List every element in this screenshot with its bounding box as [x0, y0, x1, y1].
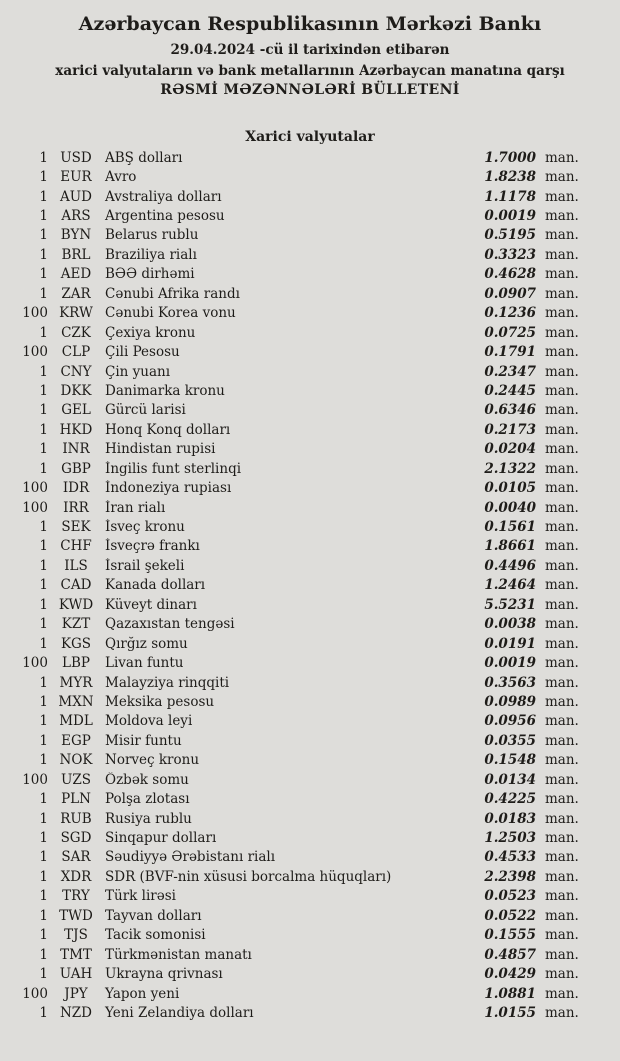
row-name: Çin yuanı: [105, 363, 171, 380]
row-name: ABŞ dolları: [105, 149, 183, 166]
row-unit: man.: [545, 402, 579, 419]
row-unit: man.: [545, 830, 579, 847]
row-code: TWD: [59, 907, 93, 924]
rate-row: [0, 867, 620, 886]
row-rate: 0.4496: [484, 557, 536, 574]
row-qty: 1: [39, 285, 48, 302]
row-name: Avstraliya dolları: [105, 188, 222, 205]
row-qty: 1: [39, 888, 48, 905]
row-rate: 2.2398: [484, 868, 536, 885]
row-name: Türkmənistan manatı: [105, 946, 252, 963]
row-rate: 0.0204: [484, 441, 536, 458]
row-qty: 1: [39, 149, 48, 166]
row-rate: 1.7000: [484, 149, 536, 166]
bank-name: Azərbaycan Respublikasının Mərkəzi Bankı: [78, 13, 542, 35]
row-code: EUR: [60, 169, 92, 186]
row-name: Səudiyyə Ərəbistanı rialı: [105, 849, 276, 866]
row-name: Malayziya rinqqiti: [105, 674, 230, 691]
row-code: CNY: [60, 363, 92, 380]
row-rate: 1.1178: [484, 188, 536, 205]
row-rate: 0.0355: [484, 732, 536, 749]
row-unit: man.: [545, 946, 579, 963]
rate-row: [0, 517, 620, 536]
row-rate: 1.2464: [484, 577, 536, 594]
row-unit: man.: [545, 169, 579, 186]
row-name: İngilis funt sterlinqi: [105, 460, 242, 477]
row-rate: 1.0155: [484, 1004, 536, 1021]
row-name: İran rialı: [105, 499, 166, 516]
row-rate: 0.1548: [484, 752, 536, 769]
row-code: INR: [62, 441, 90, 458]
row-code: KRW: [59, 305, 93, 322]
rate-row: [0, 692, 620, 711]
rate-row: [0, 381, 620, 400]
row-rate: 1.8238: [484, 169, 536, 186]
rate-row: [0, 964, 620, 983]
row-rate: 0.1791: [484, 344, 536, 361]
header: [0, 13, 620, 99]
row-qty: 100: [22, 480, 48, 497]
row-rate: 5.5231: [484, 596, 536, 613]
row-name: İsveçrə frankı: [105, 538, 200, 555]
row-qty: 100: [22, 305, 48, 322]
row-rate: 0.0040: [484, 499, 536, 516]
rate-row: [0, 323, 620, 342]
row-code: AED: [60, 266, 92, 283]
row-rate: 0.2347: [484, 363, 536, 380]
row-unit: man.: [545, 382, 579, 399]
row-rate: 1.2503: [484, 830, 536, 847]
row-unit: man.: [545, 324, 579, 341]
row-unit: man.: [545, 732, 579, 749]
row-rate: 0.0183: [484, 810, 536, 827]
row-rate: 0.0191: [484, 635, 536, 652]
row-unit: man.: [545, 421, 579, 438]
rate-row: [0, 576, 620, 595]
row-qty: 1: [39, 713, 48, 730]
row-unit: man.: [545, 519, 579, 536]
row-code: DKK: [60, 382, 92, 399]
row-name: Cənubi Korea vonu: [105, 305, 236, 322]
rate-row: [0, 984, 620, 1003]
row-unit: man.: [545, 596, 579, 613]
row-unit: man.: [545, 868, 579, 885]
rate-row: [0, 304, 620, 323]
row-qty: 1: [39, 208, 48, 225]
row-qty: 100: [22, 344, 48, 361]
row-rate: 0.0429: [484, 966, 536, 983]
row-qty: 1: [39, 538, 48, 555]
row-code: EGP: [61, 732, 91, 749]
row-code: KGS: [60, 635, 92, 652]
rate-row: [0, 731, 620, 750]
row-unit: man.: [545, 985, 579, 1002]
row-qty: 1: [39, 557, 48, 574]
row-code: MXN: [58, 693, 94, 710]
row-rate: 1.0881: [484, 985, 536, 1002]
row-code: KWD: [58, 596, 94, 613]
row-name: Qırğız somu: [105, 635, 188, 652]
row-qty: 1: [39, 635, 48, 652]
row-qty: 1: [39, 907, 48, 924]
rate-row: [0, 848, 620, 867]
row-unit: man.: [545, 616, 579, 633]
row-code: CHF: [60, 538, 92, 555]
rate-row: [0, 459, 620, 478]
row-name: Çexiya kronu: [105, 324, 196, 341]
row-rate: 0.4628: [484, 266, 536, 283]
row-qty: 1: [39, 849, 48, 866]
row-unit: man.: [545, 771, 579, 788]
row-unit: man.: [545, 907, 579, 924]
rate-row: [0, 809, 620, 828]
rate-row: [0, 828, 620, 847]
row-unit: man.: [545, 305, 579, 322]
row-code: CZK: [61, 324, 91, 341]
row-rate: 0.1236: [484, 305, 536, 322]
row-rate: 2.1322: [484, 460, 536, 477]
row-code: ZAR: [61, 285, 91, 302]
row-unit: man.: [545, 966, 579, 983]
row-rate: 0.0019: [484, 208, 536, 225]
row-qty: 1: [39, 382, 48, 399]
row-name: Özbək somu: [105, 771, 189, 788]
rate-row: [0, 887, 620, 906]
row-qty: 1: [39, 830, 48, 847]
row-unit: man.: [545, 227, 579, 244]
row-code: MYR: [59, 674, 93, 691]
row-qty: 1: [39, 421, 48, 438]
row-qty: 1: [39, 616, 48, 633]
row-code: TJS: [64, 927, 88, 944]
row-rate: 0.3563: [484, 674, 536, 691]
row-name: Yapon yeni: [105, 985, 180, 1002]
row-qty: 1: [39, 752, 48, 769]
row-name: Avro: [105, 169, 137, 186]
row-qty: 1: [39, 1004, 48, 1021]
row-rate: 0.0907: [484, 285, 536, 302]
rate-row: [0, 284, 620, 303]
row-rate: 0.2173: [484, 421, 536, 438]
row-qty: 1: [39, 460, 48, 477]
row-code: UZS: [60, 771, 91, 788]
row-qty: 1: [39, 324, 48, 341]
row-code: SGD: [60, 830, 92, 847]
row-code: MDL: [59, 713, 93, 730]
row-rate: 0.5195: [484, 227, 536, 244]
row-unit: man.: [545, 363, 579, 380]
row-name: Rusiya rublu: [105, 810, 192, 827]
row-unit: man.: [545, 693, 579, 710]
row-unit: man.: [545, 927, 579, 944]
row-qty: 1: [39, 227, 48, 244]
row-unit: man.: [545, 713, 579, 730]
row-code: CLP: [61, 344, 91, 361]
row-name: Qazaxıstan tengəsi: [105, 616, 235, 633]
row-code: IRR: [63, 499, 89, 516]
rate-row: [0, 770, 620, 789]
row-qty: 1: [39, 674, 48, 691]
row-qty: 1: [39, 946, 48, 963]
rate-row: [0, 187, 620, 206]
row-name: Tacik somonisi: [105, 927, 206, 944]
row-qty: 1: [39, 791, 48, 808]
row-code: SAR: [61, 849, 91, 866]
row-code: BYN: [60, 227, 92, 244]
rate-row: [0, 440, 620, 459]
rate-row: [0, 789, 620, 808]
row-rate: 0.1555: [484, 927, 536, 944]
row-name: Cənubi Afrika randı: [105, 285, 240, 302]
row-qty: 1: [39, 188, 48, 205]
row-code: NZD: [59, 1004, 93, 1021]
rate-row: [0, 634, 620, 653]
row-rate: 0.6346: [484, 402, 536, 419]
row-name: Küveyt dinarı: [105, 596, 197, 613]
row-unit: man.: [545, 674, 579, 691]
row-qty: 100: [22, 985, 48, 1002]
row-unit: man.: [545, 810, 579, 827]
row-rate: 0.0522: [484, 907, 536, 924]
rate-row: [0, 148, 620, 167]
row-name: Misir funtu: [105, 732, 182, 749]
row-qty: 1: [39, 732, 48, 749]
rate-row: [0, 478, 620, 497]
row-qty: 1: [39, 577, 48, 594]
row-unit: man.: [545, 849, 579, 866]
row-unit: man.: [545, 188, 579, 205]
row-unit: man.: [545, 888, 579, 905]
row-qty: 1: [39, 441, 48, 458]
row-name: Braziliya rialı: [105, 246, 197, 263]
rate-row: [0, 537, 620, 556]
row-name: Tayvan dolları: [105, 907, 202, 924]
row-code: JPY: [64, 985, 88, 1002]
bulletin-subtitle-1: xarici valyutaların və bank metallarının Azərbaycan manatına qarşı: [55, 63, 565, 79]
row-name: Hindistan rupisi: [105, 441, 216, 458]
row-rate: 0.4857: [484, 946, 536, 963]
row-name: Kanada dolları: [105, 577, 206, 594]
rate-row: [0, 751, 620, 770]
row-code: SEK: [61, 519, 91, 536]
row-rate: 0.3323: [484, 246, 536, 263]
bulletin-subtitle-2: RƏSMİ MƏZƏNNƏLƏRİ BÜLLETENİ: [160, 82, 460, 98]
row-name: Meksika pesosu: [105, 693, 215, 710]
section-title: Xarici valyutalar: [245, 129, 375, 145]
row-name: Argentina pesosu: [105, 208, 225, 225]
rate-row: [0, 167, 620, 186]
rate-row: [0, 906, 620, 925]
rate-row: [0, 653, 620, 672]
row-unit: man.: [545, 1004, 579, 1021]
row-qty: 1: [39, 693, 48, 710]
row-code: TRY: [62, 888, 90, 905]
row-name: İndoneziya rupiası: [105, 480, 232, 497]
rate-row: [0, 245, 620, 264]
row-unit: man.: [545, 480, 579, 497]
date-line: 29.04.2024 -cü il tarixindən etibarən: [170, 42, 450, 58]
rate-row: [0, 206, 620, 225]
row-qty: 1: [39, 246, 48, 263]
row-qty: 1: [39, 596, 48, 613]
row-code: NOK: [59, 752, 93, 769]
row-unit: man.: [545, 344, 579, 361]
row-name: Norveç kronu: [105, 752, 200, 769]
row-name: Gürcü larisi: [105, 402, 186, 419]
row-qty: 1: [39, 402, 48, 419]
row-code: ILS: [64, 557, 88, 574]
row-rate: 0.1561: [484, 519, 536, 536]
row-qty: 1: [39, 810, 48, 827]
row-name: Yeni Zelandiya dolları: [105, 1004, 254, 1021]
row-name: İsveç kronu: [105, 519, 185, 536]
row-code: USD: [60, 149, 92, 166]
row-rate: 0.0725: [484, 324, 536, 341]
row-unit: man.: [545, 441, 579, 458]
row-unit: man.: [545, 557, 579, 574]
row-rate: 0.0989: [484, 693, 536, 710]
rate-row: [0, 265, 620, 284]
row-qty: 1: [39, 169, 48, 186]
row-qty: 1: [39, 266, 48, 283]
row-rate: 1.8661: [484, 538, 536, 555]
rate-row: [0, 712, 620, 731]
row-unit: man.: [545, 655, 579, 672]
rate-row: [0, 226, 620, 245]
row-name: İsrail şekeli: [105, 557, 185, 574]
rate-row: [0, 401, 620, 420]
rate-row: [0, 1003, 620, 1022]
row-code: PLN: [61, 791, 91, 808]
row-unit: man.: [545, 791, 579, 808]
row-name: SDR (BVF-nin xüsusi borcalma hüquqları): [105, 868, 392, 885]
row-qty: 100: [22, 499, 48, 516]
rate-row: [0, 342, 620, 361]
row-code: BRL: [61, 246, 91, 263]
row-rate: 0.0523: [484, 888, 536, 905]
row-code: LBP: [62, 655, 90, 672]
row-code: IDR: [62, 480, 90, 497]
row-name: Honq Konq dolları: [105, 421, 231, 438]
row-unit: man.: [545, 208, 579, 225]
row-name: Livan funtu: [105, 655, 184, 672]
row-unit: man.: [545, 285, 579, 302]
row-rate: 0.0019: [484, 655, 536, 672]
rate-row: [0, 498, 620, 517]
row-qty: 1: [39, 363, 48, 380]
rate-row: [0, 420, 620, 439]
row-name: BƏƏ dirhəmi: [105, 266, 195, 283]
row-name: Sinqapur dolları: [105, 830, 217, 847]
row-unit: man.: [545, 246, 579, 263]
row-code: TMT: [60, 946, 92, 963]
row-name: Danimarka kronu: [105, 382, 225, 399]
row-code: AUD: [60, 188, 92, 205]
rate-row: [0, 945, 620, 964]
rate-row: [0, 595, 620, 614]
row-code: GBP: [61, 460, 91, 477]
row-rate: 0.4225: [484, 791, 536, 808]
row-unit: man.: [545, 538, 579, 555]
row-rate: 0.2445: [484, 382, 536, 399]
row-qty: 100: [22, 771, 48, 788]
row-rate: 0.0105: [484, 480, 536, 497]
rate-row: [0, 615, 620, 634]
row-name: Belarus rublu: [105, 227, 199, 244]
row-code: CAD: [60, 577, 92, 594]
row-qty: 1: [39, 519, 48, 536]
row-unit: man.: [545, 499, 579, 516]
row-code: UAH: [59, 966, 93, 983]
row-code: GEL: [61, 402, 91, 419]
row-unit: man.: [545, 266, 579, 283]
row-unit: man.: [545, 460, 579, 477]
row-unit: man.: [545, 635, 579, 652]
row-unit: man.: [545, 577, 579, 594]
row-rate: 0.4533: [484, 849, 536, 866]
row-qty: 100: [22, 655, 48, 672]
row-qty: 1: [39, 966, 48, 983]
rate-row: [0, 926, 620, 945]
row-qty: 1: [39, 868, 48, 885]
rates-table: [0, 148, 620, 1023]
rate-row: [0, 362, 620, 381]
row-rate: 0.0956: [484, 713, 536, 730]
rate-row: [0, 556, 620, 575]
row-name: Moldova leyi: [105, 713, 193, 730]
row-name: Ukrayna qrivnası: [105, 966, 223, 983]
row-name: Türk lirəsi: [105, 888, 176, 905]
row-rate: 0.0134: [484, 771, 536, 788]
row-code: ARS: [61, 208, 91, 225]
row-code: KZT: [61, 616, 91, 633]
rate-row: [0, 673, 620, 692]
row-code: HKD: [59, 421, 93, 438]
row-code: RUB: [60, 810, 92, 827]
row-qty: 1: [39, 927, 48, 944]
row-code: XDR: [60, 868, 92, 885]
row-unit: man.: [545, 752, 579, 769]
row-name: Çili Pesosu: [105, 344, 180, 361]
row-rate: 0.0038: [484, 616, 536, 633]
row-name: Polşa zlotası: [105, 791, 190, 808]
row-unit: man.: [545, 149, 579, 166]
